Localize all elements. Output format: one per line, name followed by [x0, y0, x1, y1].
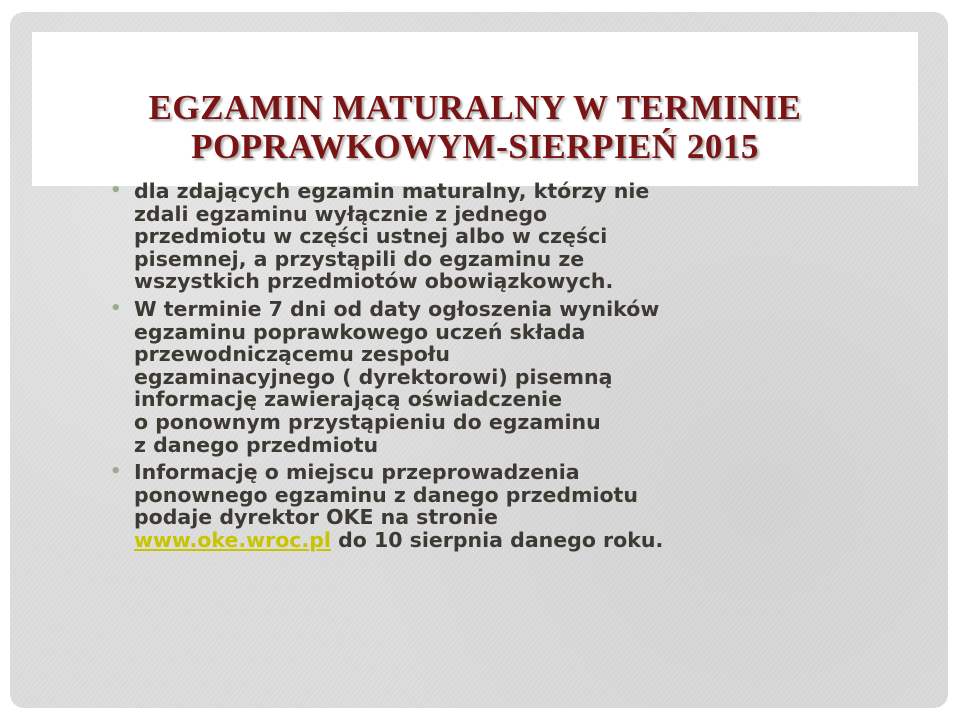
- slide-title: [32, 88, 918, 166]
- bullet-3-line-4: [134, 529, 750, 552]
- bullet-list: [110, 180, 750, 557]
- bullet-2-line-4: egzaminacyjnego ( dyrektorowi) pisemną: [134, 364, 613, 389]
- bullet-1-line-2: zdali egzaminu wyłącznie z jednego: [134, 201, 548, 226]
- bullet-1-line-5: wszystkich przedmiotów obowiązkowych.: [134, 269, 614, 294]
- bullet-item-3: [110, 461, 750, 551]
- bullet-3-line-2: ponownego egzaminu z danego przedmiotu: [134, 482, 638, 507]
- bullet-3-line-3: podaje dyrektor OKE na stronie: [134, 505, 498, 530]
- bullet-icon: •: [110, 461, 122, 483]
- bullet-2-line-3: przewodniczącemu zespołu: [134, 342, 450, 367]
- bullet-2-line-1: W terminie 7 dni od daty ogłoszenia wyników: [134, 296, 660, 321]
- bullet-item-2: [110, 298, 750, 456]
- title-line-1: EGZAMIN MATURALNY W TERMINIE: [148, 88, 802, 127]
- bullet-3-line-1: Informację o miejscu przeprowadzenia: [134, 460, 580, 485]
- bullet-2-line-6: o ponownym przystąpieniu do egzaminu: [134, 409, 601, 434]
- bullet-2-line-2: egzaminu poprawkowego uczeń składa: [134, 319, 586, 344]
- title-line-2: POPRAWKOWYM-SIERPIEŃ 2015: [191, 127, 759, 166]
- bullet-item-1: [110, 180, 750, 293]
- bullet-2-line-7: z danego przedmiotu: [134, 432, 379, 457]
- link-trailing-text: do 10 sierpnia danego roku.: [330, 527, 664, 552]
- oke-website-link[interactable]: www.oke.wroc.pl: [134, 527, 331, 552]
- bullet-1-line-4: pisemnej, a przystąpili do egzaminu ze: [134, 246, 585, 271]
- bullet-1-line-1: dla zdających egzamin maturalny, którzy nie: [134, 179, 650, 203]
- bullet-1-line-3: przedmiotu w części ustnej albo w części: [134, 224, 608, 249]
- bullet-icon: •: [110, 180, 122, 201]
- bullet-2-line-5: informację zawierającą oświadczenie: [134, 387, 562, 412]
- bullet-icon: •: [110, 297, 122, 319]
